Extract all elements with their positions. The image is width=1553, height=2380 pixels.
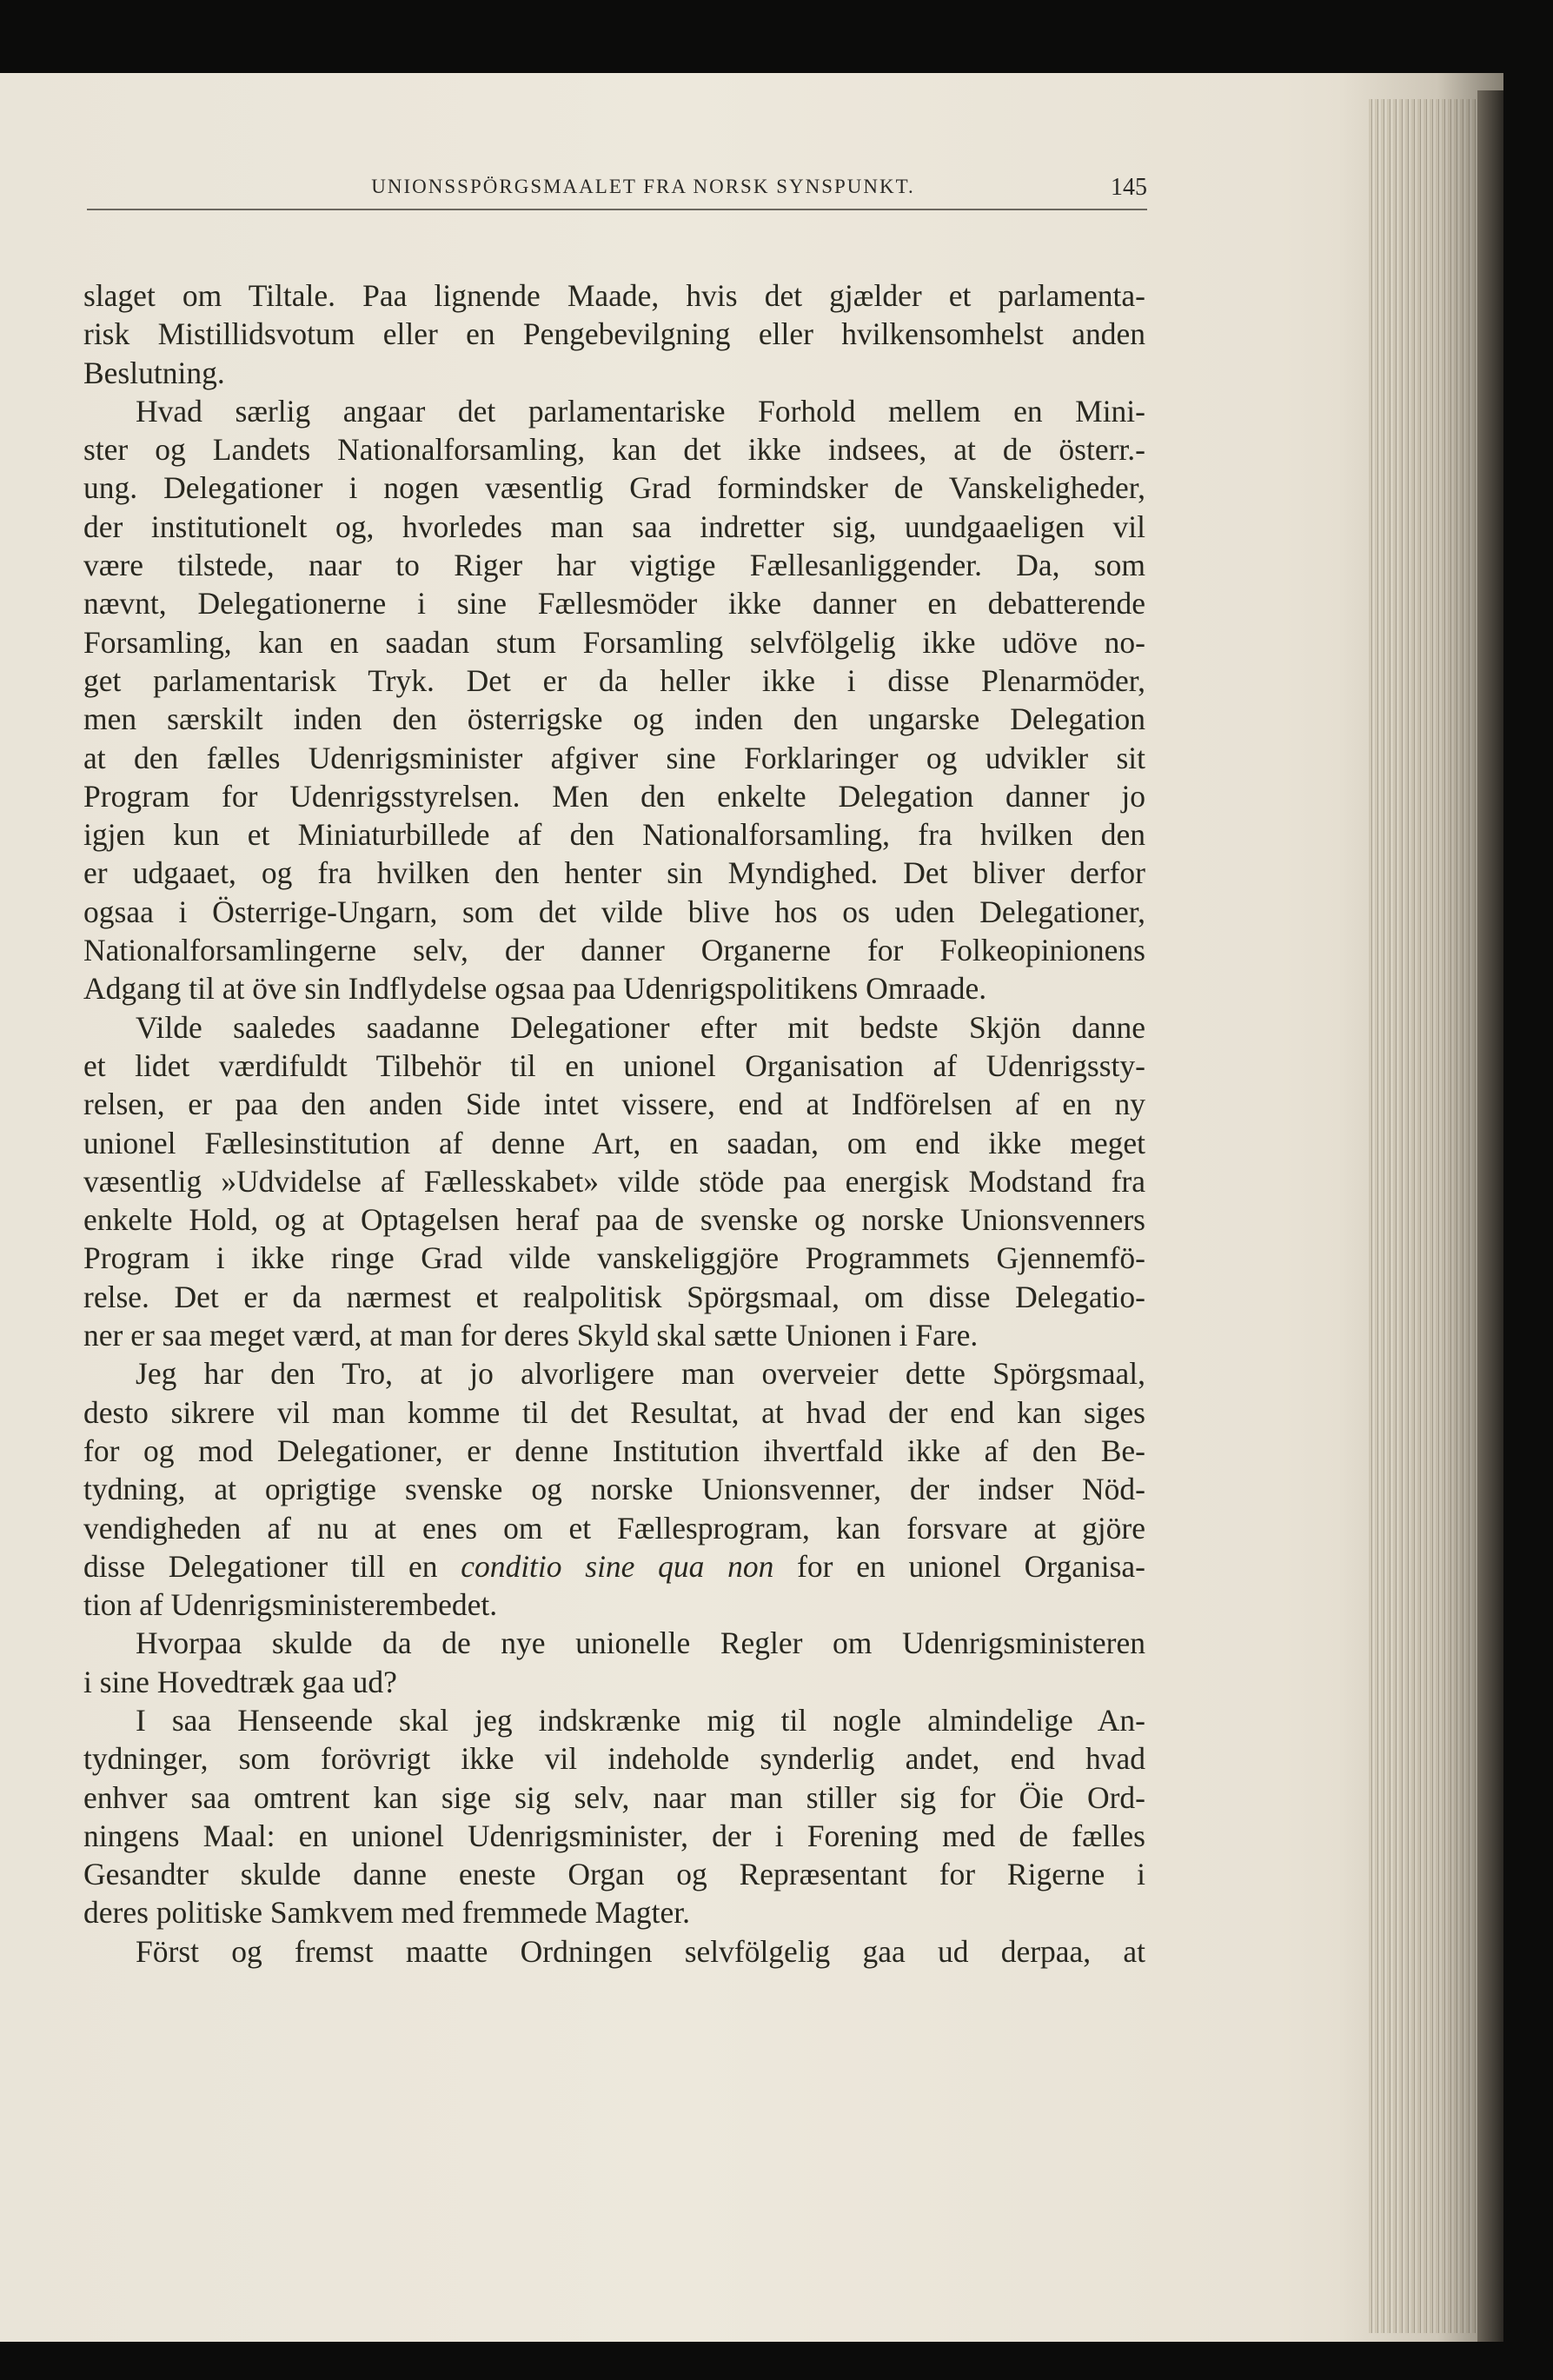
text-line: nævnt, Delegationerne i sine Fællesmöder ikke danner en debatterende bbox=[83, 586, 1145, 622]
text-line: igjen kun et Miniaturbillede af den Nationalforsamling, fra hvilken den bbox=[83, 817, 1145, 853]
text-line: ster og Landets Nationalforsamling, kan det ikke indsees, at de österr.- bbox=[83, 432, 1145, 468]
text-line: der institutionelt og, hvorledes man saa indretter sig, uundgaaeligen vil bbox=[83, 509, 1145, 544]
text-line: være tilstede, naar to Riger har vigtige Fællesanliggender. Da, som bbox=[83, 548, 1145, 583]
text-line: ung. Delegationer i nogen væsentlig Grad formindsker de Vanskeligheder, bbox=[83, 470, 1145, 506]
text-line: Gesandter skulde danne eneste Organ og Repræsentant for Rigerne i bbox=[83, 1857, 1145, 1892]
text-line: relsen, er paa den anden Side intet vissere, end at Indförelsen af en ny bbox=[83, 1087, 1145, 1122]
text-line: for og mod Delegationer, er denne Institution ihvertfald ikke af den Be- bbox=[83, 1433, 1145, 1468]
text-line: væsentlig »Udvidelse af Fællesskabet» vilde stöde paa energisk Modstand fra bbox=[83, 1163, 1145, 1199]
text-line: ogsaa i Österrige-Ungarn, som det vilde blive hos os uden Delegationer, bbox=[83, 894, 1145, 929]
text-segment: disse Delegationer till en bbox=[83, 1548, 461, 1584]
text-segment: for en unionel Organisa- bbox=[773, 1548, 1145, 1584]
text-line: men særskilt inden den österrigske og inden den ungarske Delegation bbox=[83, 701, 1145, 737]
text-line: enhver saa omtrent kan sige sig selv, naar man stiller sig for Öie Ord- bbox=[83, 1779, 1145, 1815]
page-number: 145 bbox=[1111, 174, 1147, 201]
text-line: Först og fremst maatte Ordningen selvfölgelig gaa ud derpaa, at bbox=[136, 1933, 1145, 1969]
text-line: Program i ikke ringe Grad vilde vanskeliggjöre Programmets Gjennemfö- bbox=[83, 1240, 1145, 1276]
text-line: ningens Maal: en unionel Udenrigsminister, der i Forening med de fælles bbox=[83, 1818, 1145, 1853]
page-header bbox=[87, 174, 1147, 210]
text-line: get parlamentarisk Tryk. Det er da heller ikke i disse Plenarmöder, bbox=[83, 662, 1145, 698]
text-line: risk Mistillidsvotum eller en Pengebevilgning eller hvilkensomhelst anden bbox=[83, 316, 1145, 352]
running-head: UNIONSSPÖRGSMAALET FRA NORSK SYNSPUNKT. bbox=[371, 176, 915, 197]
text-line: Adgang til at öve sin Indflydelse ogsaa paa Udenrigspolitikens Omraade. bbox=[83, 971, 987, 1007]
text-line: relse. Det er da nærmest et realpolitisk Spörgsmaal, om disse Delegatio- bbox=[83, 1279, 1145, 1314]
text-line: I saa Henseende skal jeg indskrænke mig til nogle almindelige An- bbox=[136, 1702, 1145, 1738]
text-line: Hvorpaa skulde da de nye unionelle Regler om Udenrigsministeren bbox=[136, 1625, 1145, 1661]
text-line: tydning, at oprigtige svenske og norske Unionsvenner, der indser Nöd- bbox=[83, 1472, 1145, 1507]
text-line: Vilde saaledes saadanne Delegationer efter mit bedste Skjön danne bbox=[136, 1009, 1145, 1045]
text-line: i sine Hovedtræk gaa ud? bbox=[83, 1664, 397, 1699]
text-line: Forsamling, kan en saadan stum Forsamling selvfölgelig ikke udöve no- bbox=[83, 624, 1145, 660]
text-line: Program for Udenrigsstyrelsen. Men den enkelte Delegation danner jo bbox=[83, 778, 1145, 814]
text-line: at den fælles Udenrigsminister afgiver sine Forklaringer og udvikler sit bbox=[83, 740, 1145, 775]
text-line: deres politiske Samkvem med fremmede Magter. bbox=[83, 1895, 690, 1931]
body-text bbox=[83, 276, 1145, 1971]
text-line: vendigheden af nu at enes om et Fællesprogram, kan forsvare at gjöre bbox=[83, 1510, 1145, 1546]
text-line: enkelte Hold, og at Optagelsen heraf paa de svenske og norske Unionsvenners bbox=[83, 1202, 1145, 1238]
text-line: tydninger, som forövrigt ikke vil indeholde synderlig andet, end hvad bbox=[83, 1741, 1145, 1777]
text-line: et lidet værdifuldt Tilbehör til en unionel Organisation af Udenrigssty- bbox=[83, 1047, 1145, 1083]
text-line: er udgaaet, og fra hvilken den henter sin Myndighed. Det bliver derfor bbox=[83, 855, 1145, 891]
text-line: tion af Udenrigsministerembedet. bbox=[83, 1587, 498, 1623]
italic-phrase: conditio sine qua non bbox=[461, 1548, 774, 1584]
text-line bbox=[83, 1547, 1145, 1586]
text-line: desto sikrere vil man komme til det Resultat, at hvad der end kan siges bbox=[83, 1394, 1145, 1430]
book-spine bbox=[1477, 90, 1503, 2342]
text-line: ner er saa meget værd, at man for deres Skyld skal sætte Unionen i Fare. bbox=[83, 1318, 979, 1353]
text-line: unionel Fællesinstitution af denne Art, en saadan, om end ikke meget bbox=[83, 1125, 1145, 1160]
text-line: slaget om Tiltale. Paa lignende Maade, hvis det gjælder et parlamenta- bbox=[83, 278, 1145, 313]
text-line: Jeg har den Tro, at jo alvorligere man overveier dette Spörgsmaal, bbox=[136, 1356, 1145, 1392]
text-line: Hvad særlig angaar det parlamentariske Forhold mellem en Mini- bbox=[136, 393, 1145, 429]
text-line: Beslutning. bbox=[83, 355, 225, 390]
text-line: Nationalforsamlingerne selv, der danner Organerne for Folkeopinionens bbox=[83, 933, 1145, 968]
